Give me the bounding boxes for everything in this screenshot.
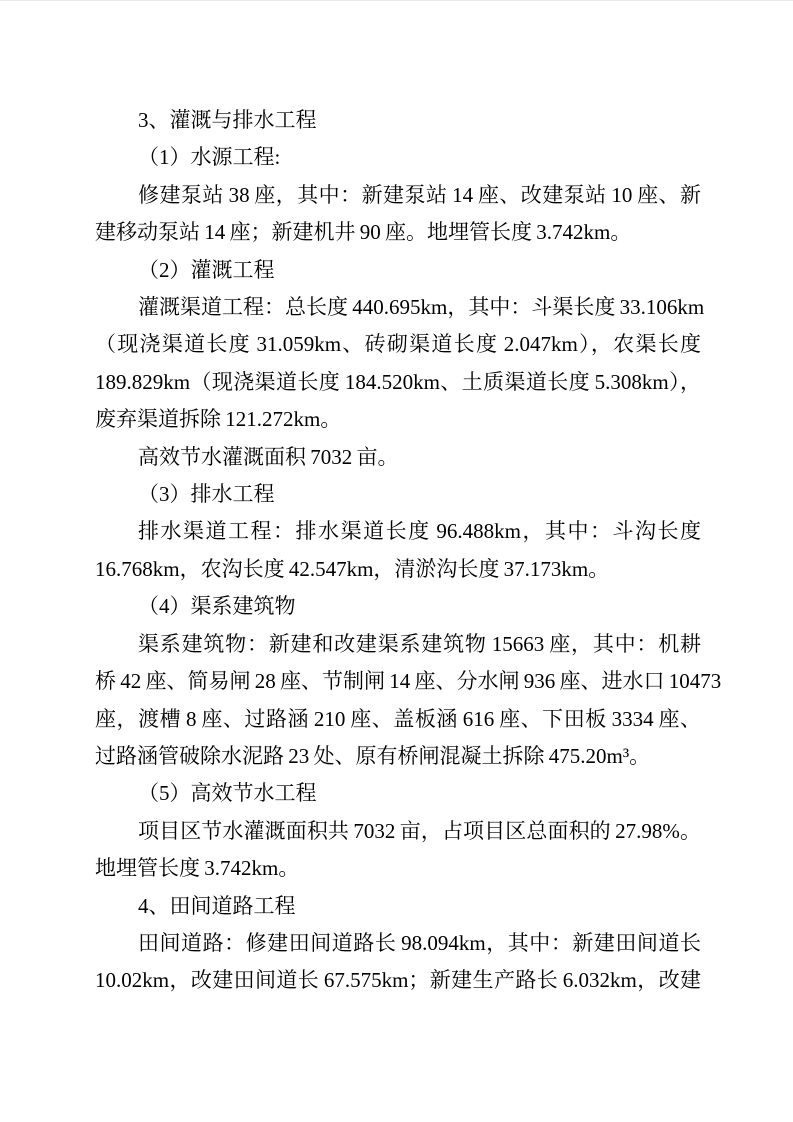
heading-sub-4-canal-structures: （4）渠系建筑物 — [138, 594, 296, 619]
body-line-field-roads-1: 田间道路：修建田间道路长 98.094km，其中：新建田间道长 — [138, 930, 701, 955]
heading-section-4-field-roads: 4、田间道路工程 — [138, 893, 296, 918]
body-line-field-roads-2: 10.02km，改建田间道长 67.575km；新建生产路长 6.032km，改建 — [95, 968, 701, 993]
body-line-project-water-saving-1: 项目区节水灌溉面积共 7032 亩，占项目区总面积的 27.98%。 — [138, 818, 701, 843]
document-body — [95, 102, 722, 1000]
body-line-pump-stations-1: 修建泵站 38 座，其中：新建泵站 14 座、改建泵站 10 座、新 — [138, 182, 701, 207]
body-line-irrigation-channels-1: 灌溉渠道工程：总长度 440.695km，其中：斗渠长度 33.106km — [138, 295, 705, 320]
body-line-irrigation-channels-4: 废弃渠道拆除 121.272km。 — [95, 407, 342, 432]
body-line-canal-structures-2: 桥 42 座、简易闸 28 座、节制闸 14 座、分水闸 936 座、进水口 10473 — [95, 669, 722, 694]
heading-sub-1-water-source: （1）水源工程: — [138, 145, 281, 170]
body-line-canal-structures-4: 过路涵管破除水泥路 23 处、原有桥闸混凝土拆除 475.20m³。 — [95, 743, 651, 768]
body-line-canal-structures-3: 座，渡槽 8 座、过路涵 210 座、盖板涵 616 座、下田板 3334 座、 — [95, 706, 701, 731]
body-line-irrigation-channels-2: （现浇渠道长度 31.059km、砖砌渠道长度 2.047km），农渠长度 — [95, 332, 701, 357]
body-line-canal-structures-1: 渠系建筑物：新建和改建渠系建筑物 15663 座，其中：机耕 — [138, 631, 701, 656]
heading-section-3-irrigation-drainage: 3、灌溉与排水工程 — [138, 108, 317, 132]
heading-sub-5-efficient-water-saving: （5）高效节水工程 — [138, 781, 317, 806]
body-line-water-saving-area: 高效节水灌溉面积 7032 亩。 — [138, 444, 399, 469]
body-line-drainage-channels-2: 16.768km，农沟长度 42.547km，清淤沟长度 37.173km。 — [95, 556, 610, 581]
body-line-irrigation-channels-3: 189.829km（现浇渠道长度 184.520km、土质渠道长度 5.308km）， — [95, 369, 701, 394]
body-line-pump-stations-2: 建移动泵站 14 座；新建机井 90 座。地埋管长度 3.742km。 — [95, 220, 632, 245]
heading-sub-3-drainage-works: （3）排水工程 — [138, 482, 275, 507]
body-line-drainage-channels-1: 排水渠道工程：排水渠道长度 96.488km，其中：斗沟长度 — [138, 519, 701, 544]
body-line-project-water-saving-2: 地埋管长度 3.742km。 — [95, 856, 300, 881]
heading-sub-2-irrigation-works: （2）灌溉工程 — [138, 257, 275, 282]
